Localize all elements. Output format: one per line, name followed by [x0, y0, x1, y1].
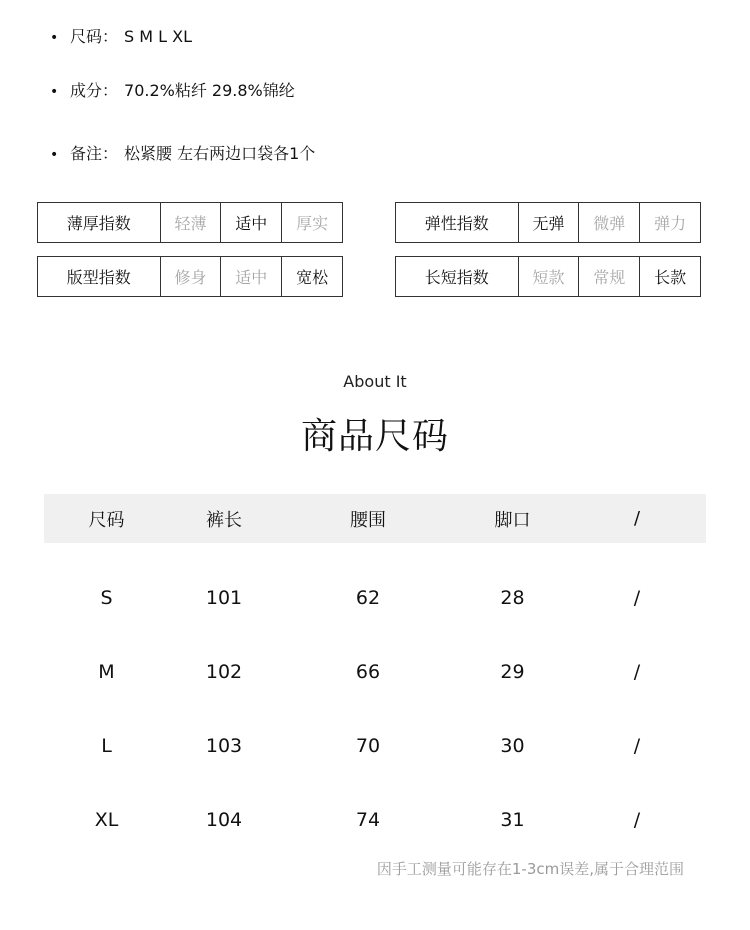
- cell-length: 104: [205, 809, 243, 831]
- cell-waist: 66: [355, 661, 381, 683]
- cell-size: S: [100, 587, 113, 609]
- length-option-short: 短款: [518, 257, 579, 296]
- bullet: •: [50, 84, 59, 100]
- length-option-long: 长款: [639, 257, 700, 296]
- elastic-option-none: 无弹: [518, 203, 579, 242]
- header-size: 尺码: [88, 509, 125, 531]
- section-title: 商品尺码: [300, 416, 449, 457]
- cell-length: 102: [205, 661, 243, 683]
- info-note-label: 备注：: [70, 144, 119, 163]
- cell-extra: /: [633, 587, 641, 609]
- header-hem: 脚口: [494, 509, 531, 531]
- info-material-value: 70.2%粘纤 29.8%锦纶: [124, 81, 295, 100]
- elastic-option-stretch: 弹力: [639, 203, 700, 242]
- size-table-header: [44, 494, 706, 543]
- fit-index-title: 版型指数: [66, 268, 131, 287]
- length-option-regular: 常规: [578, 257, 639, 296]
- cell-size: XL: [94, 809, 119, 831]
- table-row: [44, 709, 706, 783]
- info-size: [50, 24, 192, 47]
- table-row: [44, 783, 706, 857]
- bullet: •: [50, 30, 59, 46]
- cell-waist: 74: [355, 809, 381, 831]
- length-index-table: [395, 256, 701, 297]
- table-row: [44, 561, 706, 635]
- fit-option-loose: 宽松: [281, 257, 342, 296]
- elastic-option-slight: 微弹: [578, 203, 639, 242]
- elastic-index-table: [395, 202, 701, 243]
- cell-extra: /: [633, 735, 641, 757]
- measurement-footnote: 因手工测量可能存在1-3cm误差,属于合理范围: [376, 860, 684, 878]
- header-length: 裤长: [206, 509, 242, 531]
- cell-waist: 70: [355, 735, 381, 757]
- cell-extra: /: [633, 661, 641, 683]
- length-index-title: 长短指数: [424, 268, 489, 287]
- bullet: •: [50, 147, 59, 163]
- cell-length: 103: [205, 735, 243, 757]
- cell-waist: 62: [355, 587, 381, 609]
- header-waist: 腰围: [350, 509, 386, 531]
- info-size-label: 尺码：: [70, 27, 119, 46]
- cell-hem: 29: [500, 661, 525, 683]
- cell-size: L: [101, 735, 112, 757]
- fit-option-slim: 修身: [160, 257, 221, 296]
- about-subtitle: About It: [343, 372, 407, 391]
- info-material: [50, 78, 295, 101]
- fit-option-regular: 适中: [220, 257, 281, 296]
- thickness-option-medium: 适中: [220, 203, 281, 242]
- thickness-index-table: [37, 202, 343, 243]
- cell-extra: /: [633, 809, 641, 831]
- elastic-index-title: 弹性指数: [424, 214, 489, 233]
- info-size-value: S M L XL: [124, 27, 193, 46]
- header-extra: /: [633, 508, 641, 529]
- size-table: [44, 494, 706, 857]
- cell-size: M: [98, 661, 115, 683]
- thickness-index-title: 薄厚指数: [66, 214, 131, 233]
- info-material-label: 成分：: [70, 81, 119, 100]
- cell-hem: 28: [500, 587, 525, 609]
- fit-index-table: [37, 256, 343, 297]
- thickness-option-thick: 厚实: [281, 203, 342, 242]
- info-note-value: 松紧腰 左右两边口袋各1个: [124, 144, 316, 163]
- cell-length: 101: [205, 587, 243, 609]
- info-note: [50, 141, 315, 164]
- cell-hem: 30: [500, 735, 525, 757]
- table-row: [44, 635, 706, 709]
- thickness-option-light: 轻薄: [160, 203, 221, 242]
- cell-hem: 31: [500, 809, 525, 831]
